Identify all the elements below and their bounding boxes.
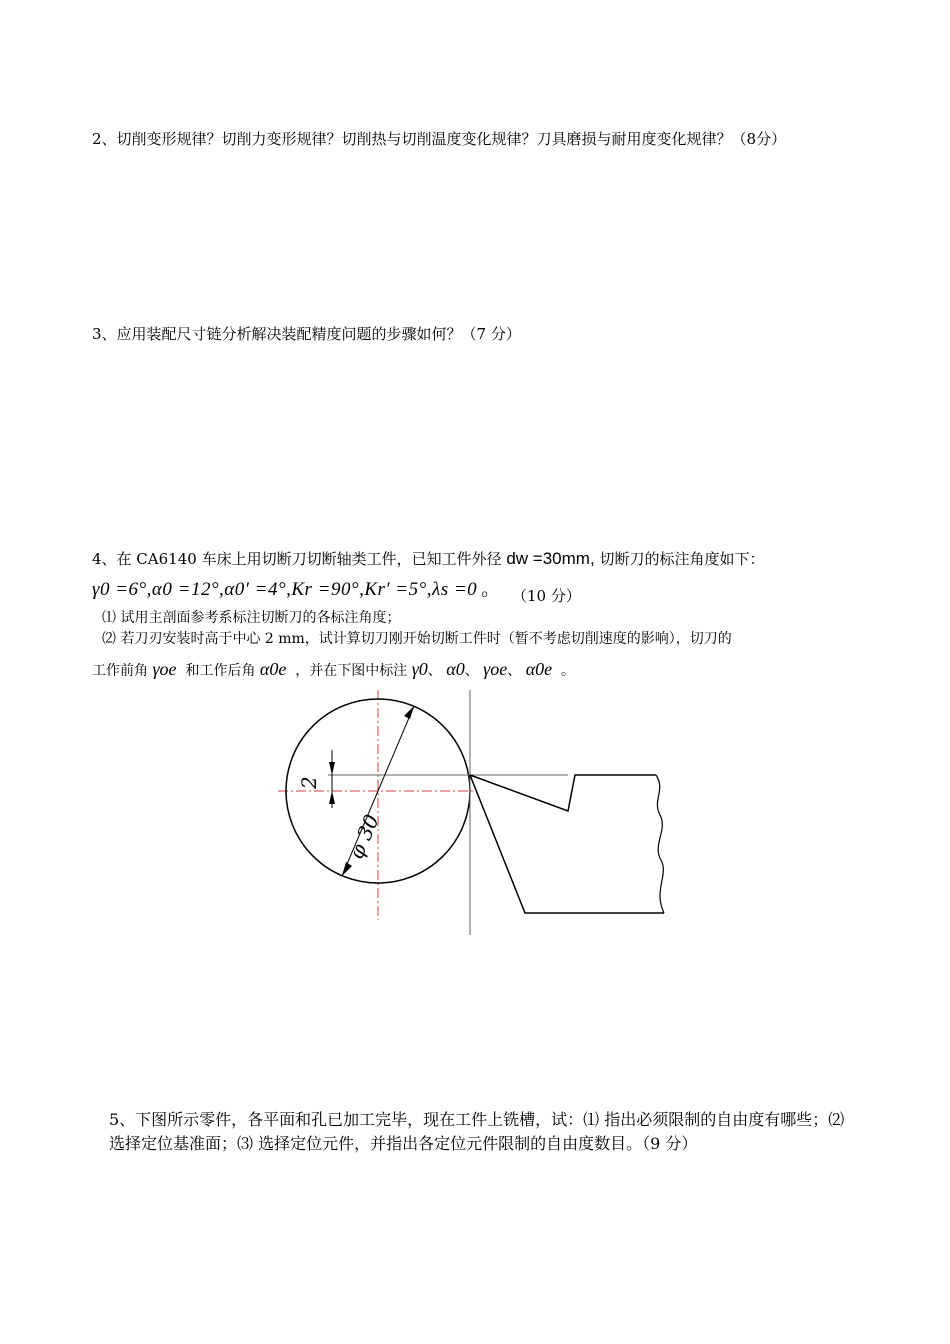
tool-top-edge — [470, 775, 656, 811]
q4-subquestion-1: ⑴ 试用主剖面参考系标注切断刀的各标注角度； — [102, 610, 401, 626]
dim-2-arrow-top — [329, 762, 335, 775]
question-2: 2、切削变形规律？切削力变形规律？切削热与切削温度变化规律？刀具磨损与耐用度变化规律？（8分） — [92, 130, 787, 148]
symbol-gamma-0: γ0 — [411, 659, 428, 679]
q4-score: （10 分） — [512, 587, 581, 605]
separator: 、 — [427, 663, 442, 679]
q4-work-clearance-label: 和工作后角 — [185, 663, 256, 679]
diameter-arrow-bottom — [342, 862, 352, 876]
q4-intro-a: 4、在 CA6140 车床上用切断刀切断轴类工件，已知工件外径 — [92, 550, 507, 568]
separator: 、 — [507, 663, 522, 679]
separator: 、 — [464, 663, 479, 679]
question-3: 3、应用装配尺寸链分析解决装配精度问题的步骤如何？（7 分） — [92, 325, 521, 343]
diameter-arrow-top — [404, 706, 414, 719]
dim-2-arrow-bottom — [329, 791, 335, 804]
dim-label-phi30: φ 30 — [343, 810, 384, 863]
end-mark: 。 — [561, 663, 576, 679]
symbol-gamma-oe: γoe — [152, 659, 177, 679]
q4-subquestion-2: ⑵ 若刀刃安装时高于中心 2 mm，试计算切刀刚开始切断工件时（暂不考虑切削速度的影响），切刀的 — [102, 631, 732, 647]
symbol-alpha-0e: α0e — [259, 659, 287, 679]
question-5: 5、下图所示零件，各平面和孔已加工完毕，现在工件上铣槽，试：⑴ 指出必须限制的自由度有哪些；⑵选择定位基准面；⑶ 选择定位元件，并指出各定位元件限制的自由度数目。（9 分） — [109, 1110, 845, 1153]
q4-dw-value: dw =30mm, — [506, 549, 595, 568]
q4-mark-label: ，并在下图中标注 — [295, 663, 408, 679]
q4-intro-b: 切断刀的标注角度如下： — [594, 550, 765, 568]
q4-formula-text: γ0 =6°,α0 =12°,α0′ =4°,Kr =90°,Kr′ =5°,λs =0 — [92, 579, 478, 600]
dim-label-2: 2 — [297, 776, 321, 789]
q4-formula-end: 。 — [481, 579, 501, 600]
tool-bottom-edge — [470, 775, 664, 913]
q4-work-rake-label: 工作前角 — [92, 663, 148, 679]
symbol-gamma-oe-2: γoe — [483, 659, 508, 679]
tool-break-line — [656, 775, 664, 913]
symbol-alpha-0: α0 — [446, 659, 465, 679]
symbol-alpha-0e-2: α0e — [525, 659, 553, 679]
